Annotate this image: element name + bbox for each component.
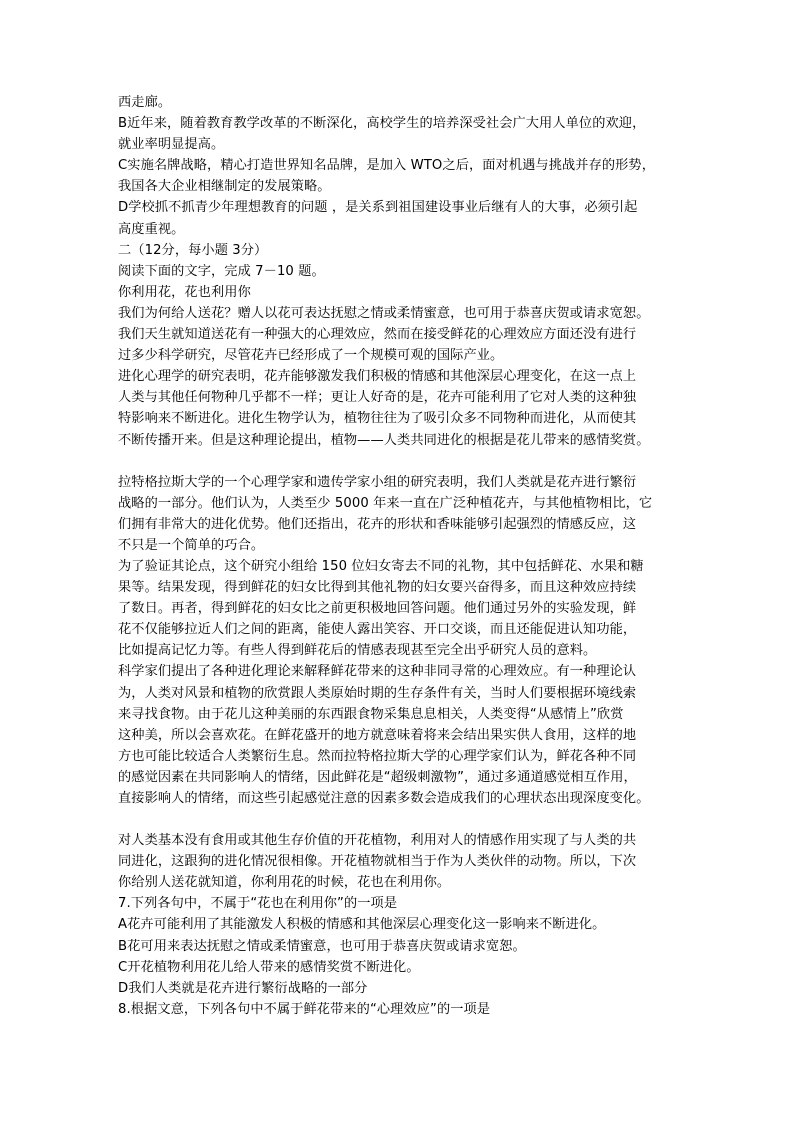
text-line: 不断传播开来。但是这种理论提出，植物——人类共同进化的根据是花儿带来的感情奖赏。 (118, 432, 650, 448)
option-a: A花卉可能利用了其能激发人积极的情感和其他深层心理变化这一影响来不断进化。 (118, 917, 606, 933)
text-line: 直接影响人的情绪，而这些引起感觉注意的因素多数会造成我们的心理状态出现深度变化。 (118, 791, 650, 806)
text-line: 为了验证其论点，这个研究小组给 150 位妇女寄去不同的礼物，其中包括鲜花、水果和糖 (118, 558, 644, 574)
text-line: 我们天生就知道送花有一种强大的心理效应，然而在接受鲜花的心理效应方面还没有进行 (118, 327, 637, 343)
text-line: 方也可能比较适合人类繁衍生息。然而拉特格拉斯大学的心理学家们认为，鲜花各种不同 (118, 748, 637, 764)
text-line: 花不仅能够拉近人们之间的距离，能使人露出笑容、开口交谈，而且还能促进认知功能， (118, 622, 637, 638)
option-d: D我们人类就是花卉进行繁衍战略的一部分 (118, 980, 368, 996)
text-line: B近年来，随着教育教学改革的不断深化，高校学生的培养深受社会广大用人单位的欢迎， (118, 116, 646, 132)
text-line: 同进化，这跟狗的进化情况很相像。开花植物就相当于作为人类伙伴的动物。所以，下次 (118, 854, 637, 870)
text-line: 了数日。再者，得到鲜花的妇女比之前更积极地回答问题。他们通过另外的实验发现，鲜 (118, 601, 637, 617)
document-page (118, 92, 688, 1020)
text-line: 过多少科学研究，尽管花卉已经形成了一个规模可观的国际产业。 (118, 348, 504, 364)
text-line: 科学家们提出了各种进化理论来解释鲜花带来的这种非同寻常的心理效应。有一种理论认 (118, 664, 637, 680)
text-line: 不只是一个简单的巧合。 (118, 537, 265, 553)
paragraph-gap (118, 451, 688, 472)
paragraph-gap (118, 809, 688, 830)
text-line: 战略的一部分。他们认为，人类至少 5000 年来一直在广泛种植花卉，与其他植物相比，它 (118, 495, 653, 511)
article-title: 你利用花，花也利用你 (118, 284, 251, 300)
text-line: 的感觉因素在共同影响人的情绪，因此鲜花是“超级刺激物”，通过多通道感觉相互作用， (118, 769, 637, 785)
text-line: C实施名牌战略，精心打造世界知名品牌，是加入 WTO之后，面对机遇与挑战并存的形势， (118, 158, 656, 174)
text-line: 我们为何给人送花？赠人以花可表达抚慰之情或柔情蜜意，也可用于恭喜庆贺或请求宽恕。 (118, 305, 650, 321)
option-b: B花可用来表达抚慰之情或柔情蜜意，也可用于恭喜庆贺或请求宽恕。 (118, 938, 526, 954)
text-line: 进化心理学的研究表明，花卉能够激发我们积极的情感和其他深层心理变化，在这一点上 (118, 369, 637, 385)
text-line: D学校抓不抓青少年理想教育的问题 ，是关系到祖国建设事业后继有人的大事，必须引起 (118, 200, 638, 216)
text-line: 们拥有非常大的进化优势。他们还指出，花卉的形状和香味能够引起强烈的情感反应，这 (118, 516, 637, 532)
text-line: 人类与其他任何物种几乎都不一样；更让人好奇的是，花卉可能利用了它对人类的这种独 (118, 390, 637, 406)
question-8: 8.根据文意，下列各句中不属于鲜花带来的“心理效应”的一项是 (118, 1001, 491, 1017)
text-line: 就业率明显提高。 (118, 137, 225, 153)
instruction: 阅读下面的文字，完成 7－10 题。 (118, 263, 325, 279)
text-line: 来寻找食物。由于花儿这种美丽的东西跟食物采集息息相关，人类变得“从感情上”欣赏 (118, 706, 624, 722)
text-line: 这种美，所以会喜欢花。在鲜花盛开的地方就意味着将来会结出果实供人食用，这样的地 (118, 727, 637, 743)
text-line: 我国各大企业相继制定的发展策略。 (118, 179, 331, 195)
text-line: 果等。结果发现，得到鲜花的妇女比得到其他礼物的妇女要兴奋得多，而且这种效应持续 (118, 580, 637, 596)
text-line: 特影响来不断进化。进化生物学认为，植物往往为了吸引众多不同物种而进化，从而使其 (118, 411, 637, 427)
question-7: 7.下列各句中，不属于“花也在利用你”的一项是 (118, 896, 398, 912)
option-c: C开花植物利用花儿给人带来的感情奖赏不断进化。 (118, 959, 420, 975)
text-line: 高度重视。 (118, 221, 185, 237)
text-line: 西走廊。 (118, 95, 172, 110)
text-line: 你给别人送花就知道，你利用花的时候，花也在利用你。 (118, 875, 451, 891)
text-line: 比如提高记忆力等。有些人得到鲜花后的情感表现甚至完全出乎研究人员的意料。 (118, 643, 597, 659)
text-line: 对人类基本没有食用或其他生存价值的开花植物，利用对人的情感作用实现了与人类的共 (118, 833, 637, 849)
text-line: 为，人类对风景和植物的欣赏跟人类原始时期的生存条件有关，当时人们要根据环境线索 (118, 685, 637, 701)
section-heading: 二（12分，每小题 3分） (118, 242, 268, 258)
text-line: 拉特格拉斯大学的一个心理学家和遗传学家小组的研究表明，我们人类就是花卉进行繁衍 (118, 474, 637, 490)
